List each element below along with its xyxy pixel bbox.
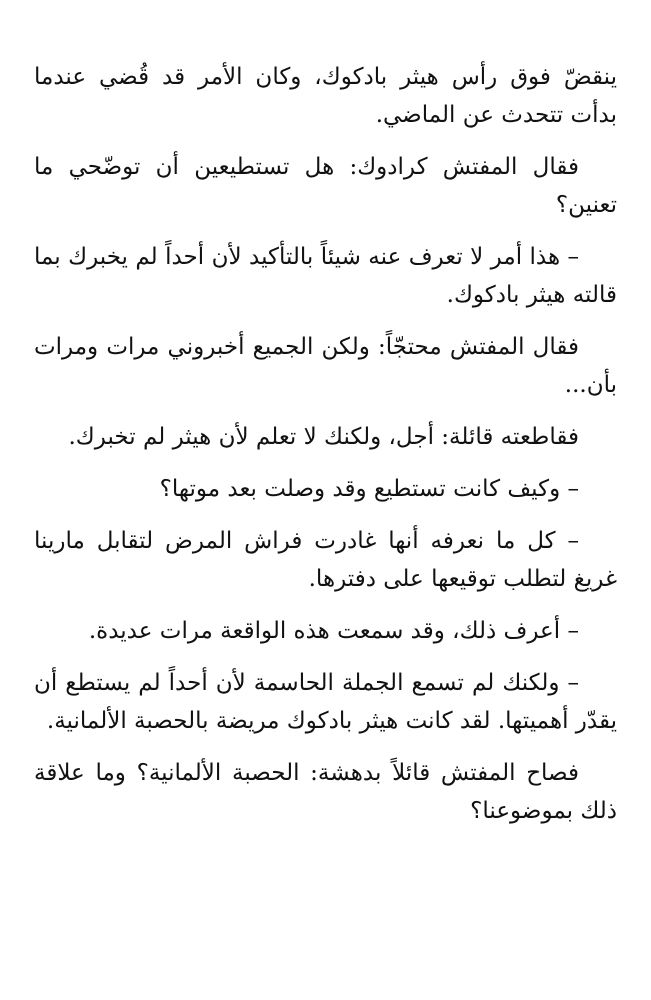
paragraph-1: ينقضّ فوق رأس هيثر بادكوك، وكان الأمر قد قُضي عندما بدأت تتحدث عن الماضي. [34, 64, 617, 128]
paragraph-4: فقال المفتش محتجّاً: ولكن الجميع أخبروني مرات ومرات بأن... [34, 334, 617, 398]
paragraph-5: فقاطعته قائلة: أجل، ولكنك لا تعلم لأن هيثر لم تخبرك. [68, 424, 579, 450]
paragraph-10: فصاح المفتش قائلاً بدهشة: الحصبة الألمانية؟ وما علاقة ذلك بموضوعنا؟ [34, 760, 617, 824]
paragraph-7: – كل ما نعرفه أنها غادرت فراش المرض لتقابل مارينا غريغ لتطلب توقيعها على دفترها. [34, 528, 617, 592]
paragraph-3: – هذا أمر لا تعرف عنه شيئاً بالتأكيد لأن أحداً لم يخبرك بما قالته هيثر بادكوك. [34, 244, 617, 308]
paragraph-6: – وكيف كانت تستطيع وقد وصلت بعد موتها؟ [159, 476, 579, 502]
paragraph-8: – أعرف ذلك، وقد سمعت هذه الواقعة مرات عديدة. [88, 618, 579, 644]
paragraph-9: – ولكنك لم تسمع الجملة الحاسمة لأن أحداً لم يستطع أن يقدّر أهميتها. لقد كانت هيثر بادكوك مريضة بالحصبة الألمانية. [34, 670, 617, 734]
paragraph-2: فقال المفتش كرادوك: هل تستطيعين أن توضّحي ما تعنين؟ [34, 154, 617, 218]
book-page [34, 58, 617, 844]
